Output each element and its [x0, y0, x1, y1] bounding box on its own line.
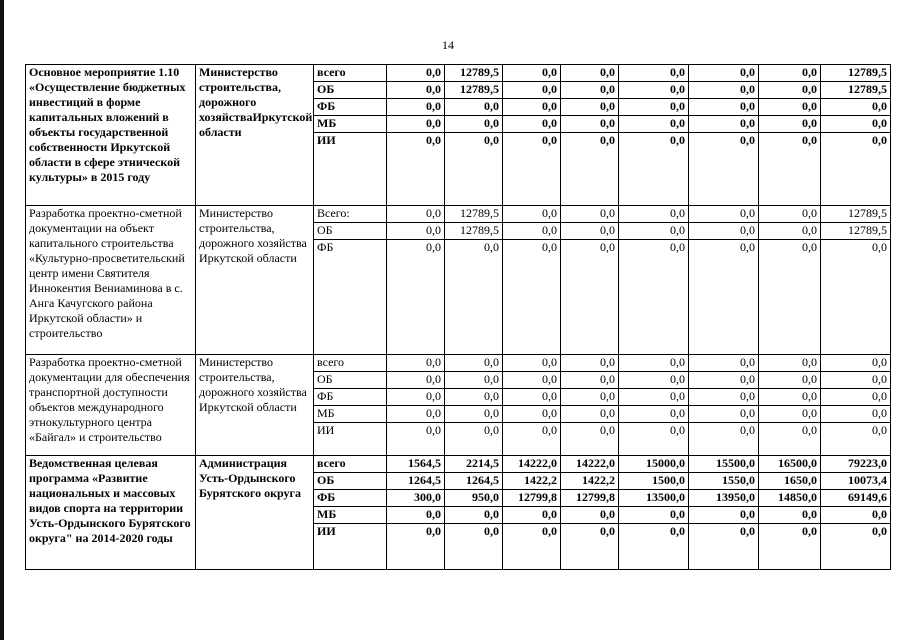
amount-cell: 0,0: [619, 82, 689, 99]
amount-cell: 0,0: [689, 240, 759, 355]
amount-cell: 0,0: [821, 116, 891, 133]
amount-cell: 0,0: [821, 355, 891, 372]
amount-cell: 0,0: [759, 355, 821, 372]
amount-cell: 13500,0: [619, 490, 689, 507]
amount-cell: 1264,5: [387, 473, 445, 490]
amount-cell: 0,0: [689, 524, 759, 570]
amount-cell: 0,0: [689, 133, 759, 206]
amount-cell: 12789,5: [821, 223, 891, 240]
amount-cell: 0,0: [821, 507, 891, 524]
amount-cell: 0,0: [387, 82, 445, 99]
amount-cell: 0,0: [619, 355, 689, 372]
amount-cell: 0,0: [619, 423, 689, 456]
amount-cell: 0,0: [387, 524, 445, 570]
amount-cell: 0,0: [689, 65, 759, 82]
amount-cell: 0,0: [689, 82, 759, 99]
amount-cell: 0,0: [759, 223, 821, 240]
funding-source-cell: ОБ: [314, 372, 387, 389]
funding-source-cell: ИИ: [314, 133, 387, 206]
amount-cell: 13950,0: [689, 490, 759, 507]
amount-cell: 0,0: [387, 206, 445, 223]
amount-cell: 0,0: [503, 507, 561, 524]
amount-cell: 0,0: [689, 206, 759, 223]
amount-cell: 0,0: [387, 423, 445, 456]
funding-source-cell: всего: [314, 65, 387, 82]
amount-cell: 0,0: [821, 389, 891, 406]
amount-cell: 0,0: [821, 423, 891, 456]
page-number: 14: [442, 38, 454, 52]
amount-cell: 0,0: [445, 524, 503, 570]
amount-cell: 0,0: [561, 82, 619, 99]
amount-cell: 0,0: [689, 99, 759, 116]
amount-cell: 0,0: [503, 133, 561, 206]
budget-table: [25, 64, 891, 570]
funding-source-cell: МБ: [314, 507, 387, 524]
amount-cell: 0,0: [619, 507, 689, 524]
amount-cell: 12789,5: [445, 223, 503, 240]
amount-cell: 0,0: [503, 240, 561, 355]
amount-cell: 15500,0: [689, 456, 759, 473]
amount-cell: 0,0: [759, 507, 821, 524]
amount-cell: 0,0: [689, 116, 759, 133]
funding-source-cell: ФБ: [314, 99, 387, 116]
amount-cell: 12799,8: [503, 490, 561, 507]
amount-cell: 0,0: [445, 116, 503, 133]
amount-cell: 0,0: [387, 406, 445, 423]
amount-cell: 0,0: [821, 406, 891, 423]
amount-cell: 0,0: [619, 133, 689, 206]
amount-cell: 0,0: [619, 240, 689, 355]
amount-cell: 12789,5: [821, 65, 891, 82]
amount-cell: 0,0: [561, 240, 619, 355]
amount-cell: 1264,5: [445, 473, 503, 490]
amount-cell: 0,0: [619, 524, 689, 570]
amount-cell: 0,0: [387, 223, 445, 240]
amount-cell: 0,0: [759, 99, 821, 116]
amount-cell: 15000,0: [619, 456, 689, 473]
amount-cell: 79223,0: [821, 456, 891, 473]
funding-source-cell: МБ: [314, 406, 387, 423]
funding-source-cell: ОБ: [314, 82, 387, 99]
amount-cell: 0,0: [445, 423, 503, 456]
amount-cell: 0,0: [689, 372, 759, 389]
amount-cell: 0,0: [759, 65, 821, 82]
amount-cell: 14222,0: [561, 456, 619, 473]
amount-cell: 0,0: [503, 116, 561, 133]
amount-cell: 0,0: [689, 355, 759, 372]
amount-cell: 0,0: [445, 372, 503, 389]
table-row: [26, 206, 891, 223]
amount-cell: 12789,5: [445, 65, 503, 82]
amount-cell: 0,0: [503, 82, 561, 99]
amount-cell: 0,0: [387, 355, 445, 372]
amount-cell: 0,0: [503, 372, 561, 389]
measure-name-cell: Разработка проектно-сметной документации для обеспечения транспортной доступности объектов международного этнокультурного центра «Байгал» и строительство: [26, 355, 196, 456]
amount-cell: 0,0: [503, 223, 561, 240]
executor-cell: Администрация Усть-Ордынского Бурятского округа: [196, 456, 314, 570]
amount-cell: 0,0: [689, 389, 759, 406]
amount-cell: 0,0: [387, 133, 445, 206]
amount-cell: 0,0: [619, 206, 689, 223]
amount-cell: 0,0: [821, 133, 891, 206]
amount-cell: 0,0: [561, 65, 619, 82]
amount-cell: 0,0: [387, 99, 445, 116]
table-row: [26, 355, 891, 372]
amount-cell: 14850,0: [759, 490, 821, 507]
amount-cell: 0,0: [619, 223, 689, 240]
amount-cell: 0,0: [503, 206, 561, 223]
amount-cell: 1550,0: [689, 473, 759, 490]
table-row: [26, 456, 891, 473]
amount-cell: 0,0: [561, 372, 619, 389]
amount-cell: 0,0: [619, 65, 689, 82]
amount-cell: 0,0: [619, 99, 689, 116]
amount-cell: 0,0: [561, 389, 619, 406]
amount-cell: 0,0: [561, 133, 619, 206]
amount-cell: 0,0: [759, 240, 821, 355]
amount-cell: 0,0: [759, 423, 821, 456]
amount-cell: 0,0: [561, 223, 619, 240]
funding-source-cell: ОБ: [314, 223, 387, 240]
amount-cell: 0,0: [759, 372, 821, 389]
measure-name-cell: Основное мероприятие 1.10 «Осуществление бюджетных инвестиций в форме капитальных вложений в объекты государственной собственности Иркутской области в сфере этнической культуры» в 2015 году: [26, 65, 196, 206]
amount-cell: 0,0: [445, 99, 503, 116]
amount-cell: 0,0: [759, 82, 821, 99]
funding-source-cell: МБ: [314, 116, 387, 133]
amount-cell: 16500,0: [759, 456, 821, 473]
amount-cell: 0,0: [503, 423, 561, 456]
amount-cell: 12789,5: [821, 206, 891, 223]
amount-cell: 1422,2: [503, 473, 561, 490]
amount-cell: 0,0: [387, 389, 445, 406]
funding-source-cell: ФБ: [314, 490, 387, 507]
amount-cell: 10073,4: [821, 473, 891, 490]
amount-cell: 0,0: [387, 116, 445, 133]
funding-source-cell: ИИ: [314, 524, 387, 570]
amount-cell: 0,0: [689, 406, 759, 423]
amount-cell: 0,0: [561, 524, 619, 570]
table-row: [26, 65, 891, 82]
amount-cell: 0,0: [503, 65, 561, 82]
amount-cell: 12799,8: [561, 490, 619, 507]
amount-cell: 0,0: [445, 355, 503, 372]
amount-cell: 0,0: [387, 240, 445, 355]
amount-cell: 0,0: [445, 406, 503, 423]
amount-cell: 1422,2: [561, 473, 619, 490]
amount-cell: 0,0: [445, 389, 503, 406]
executor-cell: Министерство строительства, дорожного хозяйства Иркутской области: [196, 355, 314, 456]
funding-source-cell: всего: [314, 456, 387, 473]
amount-cell: 0,0: [503, 99, 561, 116]
amount-cell: 0,0: [619, 372, 689, 389]
amount-cell: 1650,0: [759, 473, 821, 490]
amount-cell: 0,0: [561, 355, 619, 372]
amount-cell: 1500,0: [619, 473, 689, 490]
funding-source-cell: ФБ: [314, 240, 387, 355]
scan-edge-bar: [0, 0, 4, 640]
amount-cell: 0,0: [445, 240, 503, 355]
amount-cell: 950,0: [445, 490, 503, 507]
measure-name-cell: Разработка проектно-сметной документации на объект капитального строительства «Культурно-просветительский центр имени Святителя Иннокентия Вениаминова в с. Анга Качугского района Иркутской области» и строительство: [26, 206, 196, 355]
amount-cell: 0,0: [759, 133, 821, 206]
funding-source-cell: ОБ: [314, 473, 387, 490]
amount-cell: 0,0: [561, 99, 619, 116]
amount-cell: 0,0: [561, 406, 619, 423]
amount-cell: 0,0: [759, 389, 821, 406]
amount-cell: 0,0: [759, 406, 821, 423]
amount-cell: 0,0: [821, 99, 891, 116]
amount-cell: 0,0: [561, 423, 619, 456]
executor-cell: Министерство строительства, дорожного хозяйства Иркутской области: [196, 206, 314, 355]
amount-cell: 69149,6: [821, 490, 891, 507]
amount-cell: 0,0: [387, 507, 445, 524]
amount-cell: 12789,5: [821, 82, 891, 99]
amount-cell: 1564,5: [387, 456, 445, 473]
funding-source-cell: ИИ: [314, 423, 387, 456]
amount-cell: 2214,5: [445, 456, 503, 473]
amount-cell: 12789,5: [445, 206, 503, 223]
amount-cell: 0,0: [503, 389, 561, 406]
amount-cell: 0,0: [821, 524, 891, 570]
amount-cell: 0,0: [759, 116, 821, 133]
amount-cell: 0,0: [821, 372, 891, 389]
amount-cell: 300,0: [387, 490, 445, 507]
amount-cell: 0,0: [759, 206, 821, 223]
measure-name-cell: Ведомственная целевая программа «Развитие национальных и массовых видов спорта на территории Усть-Ордынского Бурятского округа" на 2014-2020 годы: [26, 456, 196, 570]
amount-cell: 0,0: [387, 372, 445, 389]
funding-source-cell: Всего:: [314, 206, 387, 223]
amount-cell: 0,0: [503, 406, 561, 423]
amount-cell: 0,0: [689, 223, 759, 240]
executor-cell: Министерство строительства, дорожного хозяйстваИркутской области: [196, 65, 314, 206]
amount-cell: 0,0: [445, 507, 503, 524]
amount-cell: 0,0: [759, 524, 821, 570]
amount-cell: 0,0: [503, 524, 561, 570]
amount-cell: 14222,0: [503, 456, 561, 473]
funding-source-cell: ФБ: [314, 389, 387, 406]
amount-cell: 0,0: [619, 389, 689, 406]
amount-cell: 0,0: [503, 355, 561, 372]
amount-cell: 0,0: [561, 116, 619, 133]
amount-cell: 0,0: [689, 507, 759, 524]
amount-cell: 0,0: [689, 423, 759, 456]
amount-cell: 12789,5: [445, 82, 503, 99]
amount-cell: 0,0: [619, 116, 689, 133]
amount-cell: 0,0: [561, 507, 619, 524]
amount-cell: 0,0: [821, 240, 891, 355]
amount-cell: 0,0: [619, 406, 689, 423]
funding-source-cell: всего: [314, 355, 387, 372]
amount-cell: 0,0: [561, 206, 619, 223]
amount-cell: 0,0: [445, 133, 503, 206]
amount-cell: 0,0: [387, 65, 445, 82]
